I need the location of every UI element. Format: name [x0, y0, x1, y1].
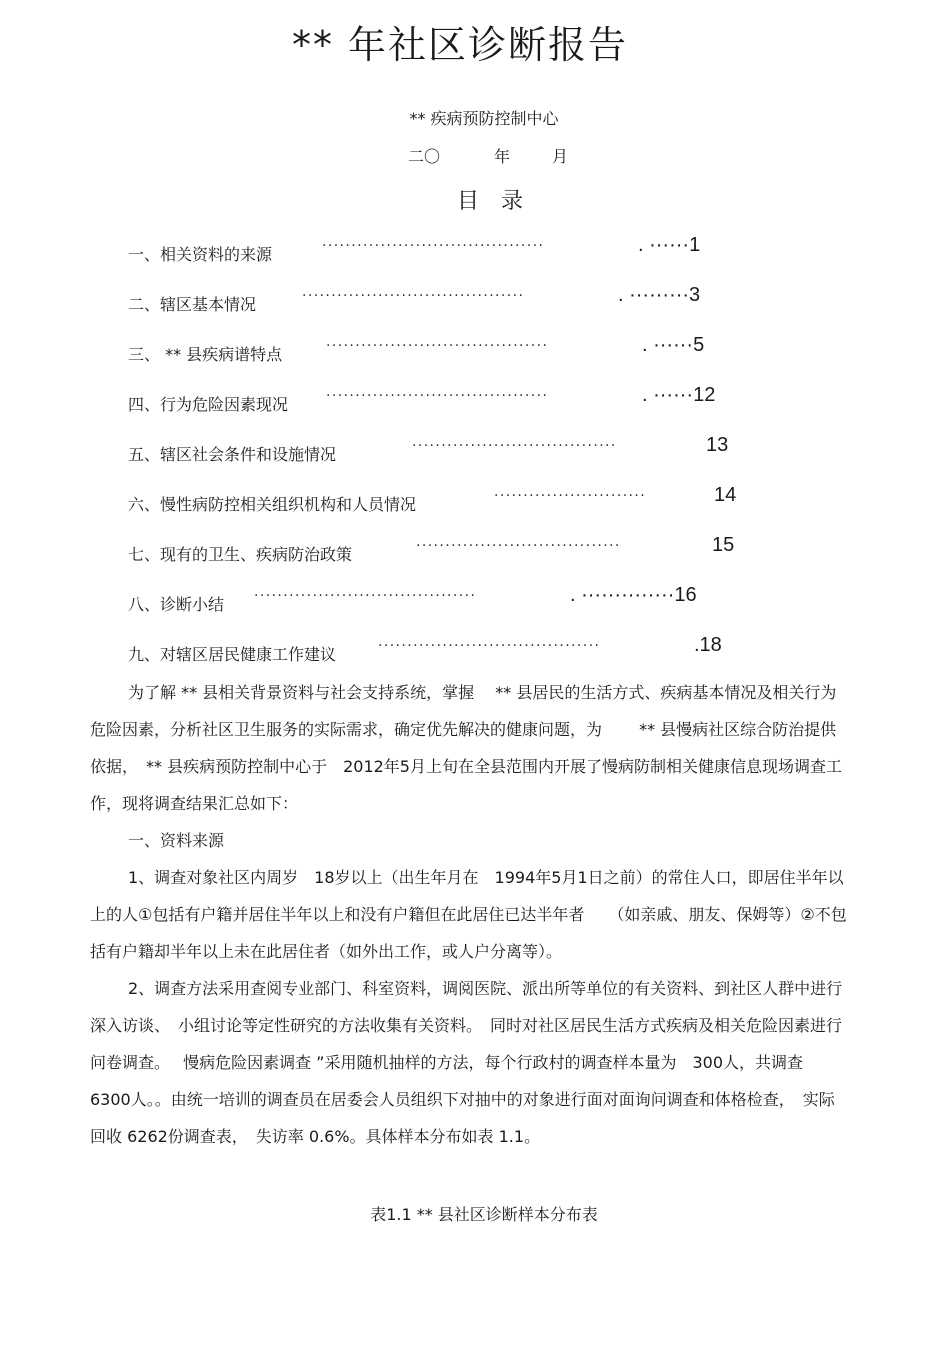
toc-entry-label: 四、行为危险因素现况	[128, 395, 289, 414]
item-paragraph: 1、调查对象社区内周岁 18岁以上（出生年月在 1994年5月1日之前）的常住人口，即居住半年以上的人①包括有户籍并居住半年以上和没有户籍但在此居住已达半年者 （如亲戚、朋友、保姆等）②不包括有户籍却半年以上未在此居住者（如外出工作，或人户分离等）。	[90, 868, 847, 961]
toc-entry-page: 15	[712, 534, 735, 556]
toc-entry-page: . ······5	[642, 334, 705, 356]
toc-entry-label: 七、现有的卫生、疾病防治政策	[128, 545, 353, 564]
toc-entry-page: . ······1	[638, 234, 701, 256]
date-month-label: 月	[552, 147, 569, 166]
toc-entry-leader: ······································	[322, 238, 545, 254]
toc-entry-label: 八、诊断小结	[128, 595, 225, 614]
toc-entry-leader: ······································	[326, 338, 549, 354]
toc-entry-leader: ··························	[494, 488, 647, 504]
table-caption: 表1.1 ** 县社区诊断样本分布表	[370, 1205, 598, 1224]
toc-entry-label: 三、 ** 县疾病谱特点	[128, 345, 283, 364]
section-heading: 一、资料来源	[128, 831, 225, 850]
organization-name: ** 疾病预防控制中心	[409, 109, 559, 128]
toc-entry-label: 二、辖区基本情况	[128, 295, 257, 314]
toc-entry-label: 九、对辖区居民健康工作建议	[128, 645, 337, 664]
toc-entry-leader: ······································	[378, 638, 601, 654]
date-year-label: 年	[494, 147, 511, 166]
document-title: ** 年社区诊断报告	[291, 23, 629, 67]
item-paragraph: 2、调查方法采用查阅专业部门、科室资料，调阅医院、派出所等单位的有关资料、到社区人群中进行深入访谈、 小组讨论等定性研究的方法收集有关资料。 同时对社区居民生活方式疾病及相关危险因素进行问卷调查。 慢病危险因素调查 ”采用随机抽样的方法，每个行政村的调查样本量为 300人，共调查 6300人。。由统一培训的调查员在居委会人员组织下对抽中的对象进行面对面询问调查和体格检查， 实际回收 6262份调查表， 失访率 0.6%。具体样本分布如表 1.1。	[90, 979, 843, 1146]
toc-entry-leader: ······································	[254, 588, 477, 604]
toc-entry-leader: ···································	[416, 538, 621, 554]
toc-entry-page: . ······12	[642, 384, 716, 406]
toc-entry-leader: ···································	[412, 438, 617, 454]
intro-paragraph: 为了解 ** 县相关背景资料与社会支持系统，掌握 ** 县居民的生活方式、疾病基本情况及相关行为危险因素，分析社区卫生服务的实际需求，确定优先解决的健康问题，为 ** 县慢病社区综合防治提供依据， ** 县疾病预防控制中心于 2012年5月上旬在全县范围内开展了慢病防制相关健康信息现场调查工作，现将调查结果汇总如下：	[90, 683, 842, 813]
toc-heading: 目 录	[456, 189, 523, 214]
toc-entry-page: . ··············16	[570, 584, 697, 606]
toc-entry-page: .18	[694, 634, 722, 656]
toc-entry-leader: ······································	[302, 288, 525, 304]
toc-entry-page: 13	[706, 434, 729, 456]
toc-entry-page: 14	[714, 484, 737, 506]
date-year-prefix: 二〇	[408, 147, 441, 166]
toc-entry-label: 六、慢性病防控相关组织机构和人员情况	[128, 495, 417, 514]
toc-entry-page: . ·········3	[618, 284, 701, 306]
toc-entry-label: 一、相关资料的来源	[128, 245, 273, 264]
body-content	[90, 674, 850, 1155]
toc-entry-label: 五、辖区社会条件和设施情况	[128, 445, 337, 464]
toc-entry-leader: ······································	[326, 388, 549, 404]
